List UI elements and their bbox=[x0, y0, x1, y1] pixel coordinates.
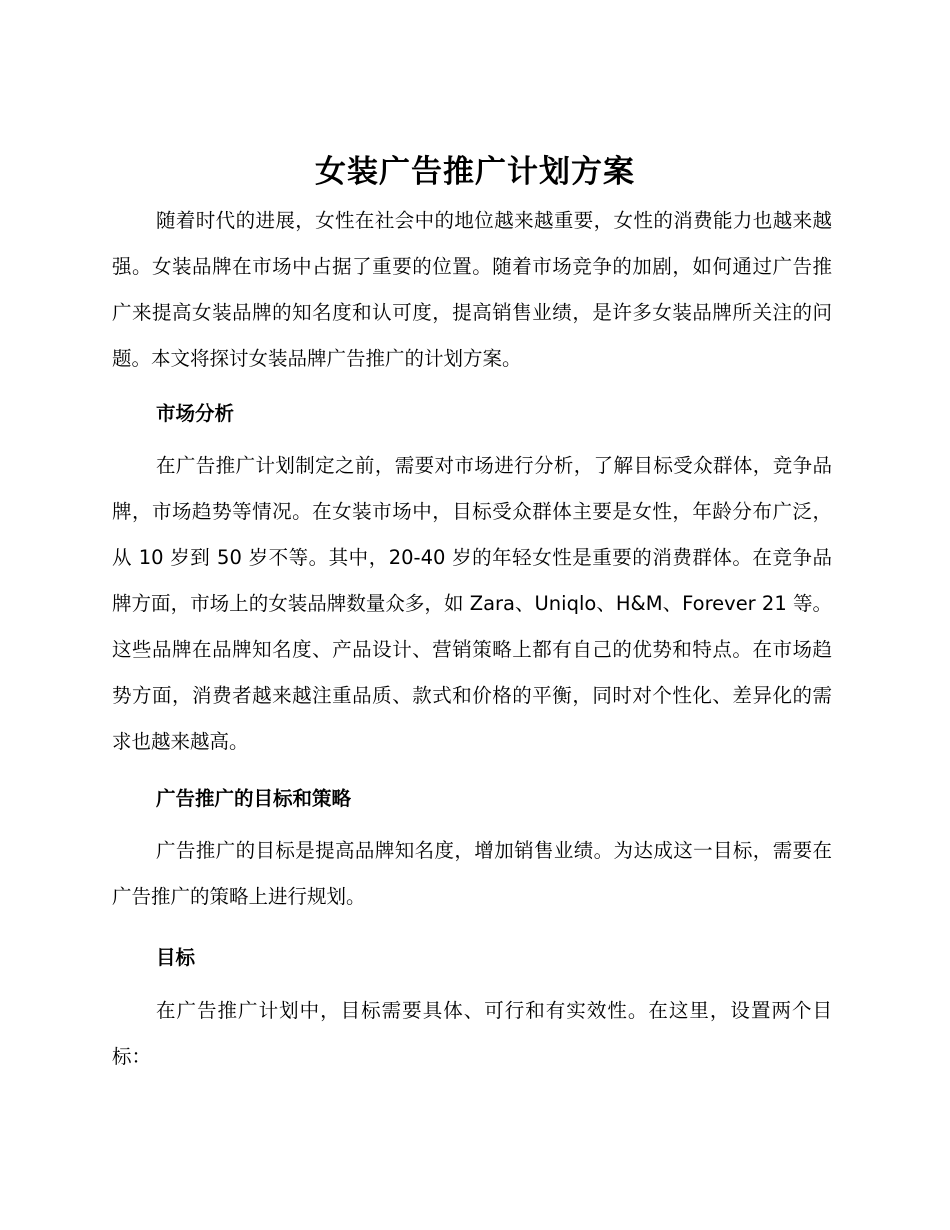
document-title: 女装广告推广计划方案 bbox=[315, 154, 635, 190]
intro-paragraph: 随着时代的进展，女性在社会中的地位越来越重要，女性的消费能力也越来越强。女装品牌在市场中占据了重要的位置。随着市场竞争的加剧，如何通过广告推广来提高女装品牌的知名度和认可度，提高销售业绩，是许多女装品牌所关注的问题。本文将探讨女装品牌广告推广的计划方案。 bbox=[112, 209, 832, 370]
market-analysis-paragraph: 在广告推广计划制定之前，需要对市场进行分析，了解目标受众群体，竞争品牌，市场趋势等情况。在女装市场中，目标受众群体主要是女性，年龄分布广泛，从 10 岁到 50 岁不等。其中，20-40 岁的年轻女性是重要的消费群体。在竞争品牌方面，市场上的女装品牌数量众多，如 Zara、Uniqlo、H&M、Forever 21 等。这些品牌在品牌知名度、产品设计、营销策略上都有自己的优势和特点。在市场趋势方面，消费者越来越注重品质、款式和价格的平衡，同时对个性化、差异化的需求也越来越高。 bbox=[112, 454, 832, 753]
goals-paragraph: 在广告推广计划中，目标需要具体、可行和有实效性。在这里，设置两个目标： bbox=[112, 999, 832, 1068]
section-heading-market-analysis: 市场分析 bbox=[156, 402, 235, 425]
section-heading-goals: 目标 bbox=[156, 946, 196, 969]
goals-and-strategy-paragraph: 广告推广的目标是提高品牌知名度，增加销售业绩。为达成这一目标，需要在广告推广的策略上进行规划。 bbox=[112, 839, 832, 908]
section-heading-goals-and-strategy: 广告推广的目标和策略 bbox=[156, 787, 352, 810]
